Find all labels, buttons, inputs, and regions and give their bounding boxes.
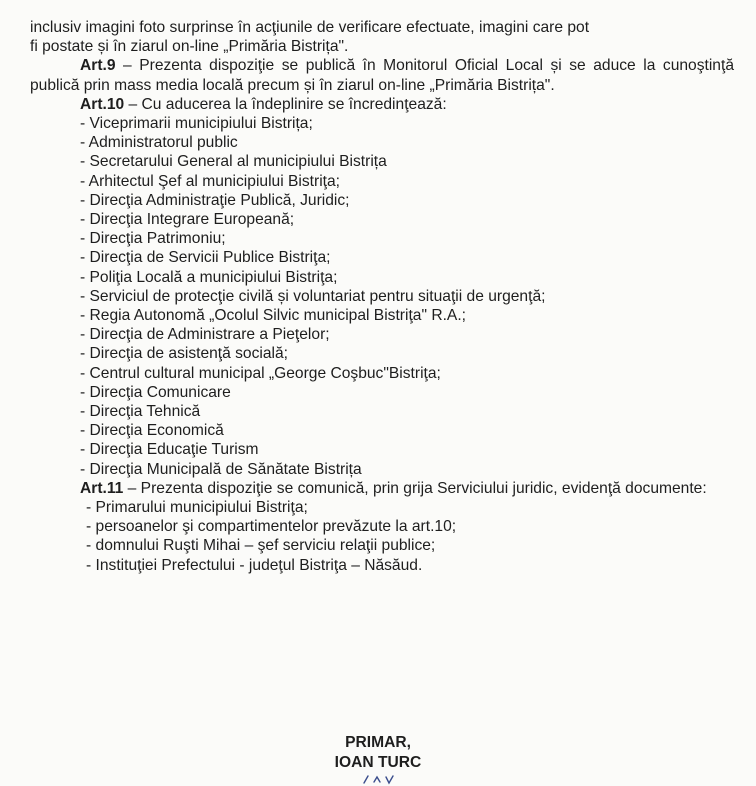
list-item: - Direcţia Tehnică [80, 403, 201, 421]
list-item: - Centrul cultural municipal „George Coşbuc"Bistriţa; [80, 364, 441, 382]
article-11 [30, 479, 734, 498]
list-item: - Direcţia Municipală de Sănătate Bistrița [80, 460, 362, 478]
article-9-label: Art.9 [80, 57, 116, 75]
article-11-text: – Prezenta dispoziţie se comunică, prin grija Serviciului juridic, evidenţă documente: [123, 479, 707, 497]
list-item: - Direcţia de Administrare a Pieţelor; [80, 326, 330, 344]
list-item: - Primarului municipiului Bistriţa; [86, 499, 308, 517]
signature-title: PRIMAR, [345, 734, 411, 751]
list-item: - Serviciul de protecţie civilă și voluntariat pentru situaţii de urgenţă; [80, 287, 546, 305]
handwritten-signature-icon [360, 772, 410, 786]
list-item: - Direcţia Educaţie Turism [80, 441, 259, 459]
article-11-list [30, 498, 734, 575]
signature-name: IOAN TURC [334, 754, 422, 771]
list-item: - Direcţia de asistenţă socială; [80, 345, 289, 363]
article-10-list [30, 114, 734, 479]
list-item: - Direcţia Administraţie Publică, Juridic; [80, 191, 350, 209]
list-item: - Poliţia Locală a municipiului Bistriţa; [80, 268, 338, 286]
article-10-text: – Cu aducerea la îndeplinire se încredinţează: [124, 95, 447, 113]
list-item: - persoanelor şi compartimentelor prevăzute la art.10; [86, 518, 457, 536]
intro-line-1: inclusiv imagini foto surprinse în acţiunile de verificare efectuate, imagini care pot [30, 19, 590, 36]
list-item: - Secretarului General al municipiului Bistrița [80, 153, 387, 171]
list-item: - Direcţia Economică [80, 422, 224, 440]
article-11-label: Art.11 [80, 479, 124, 497]
list-item: - domnului Ruşti Mihai – şef serviciu relaţii publice; [86, 537, 436, 555]
list-item: - Instituţiei Prefectului - judeţul Bistriţa – Năsăud. [86, 556, 423, 574]
list-item: - Administratorul public [80, 134, 238, 152]
list-item: - Direcţia de Servicii Publice Bistriţa; [80, 249, 331, 267]
list-item: - Arhitectul Şef al municipiului Bistriţa; [80, 172, 340, 190]
list-item: - Viceprimarii municipiului Bistrița; [80, 115, 313, 133]
intro-line-2: fi postate și în ziarul on-line „Primăria Bistrița". [30, 38, 349, 56]
list-item: - Direcţia Integrare Europeană; [80, 211, 295, 229]
article-9 [30, 56, 734, 94]
article-9-text: – Prezenta dispoziţie se publică în Monitorul Oficial Local și se aduce la cunoştinţă publică prin mass media locală precum și în ziarul on-line „Primăria Bistrița". [30, 57, 734, 94]
document-body [30, 18, 734, 575]
list-item: - Direcţia Comunicare [80, 383, 231, 401]
signature-block [0, 733, 756, 773]
list-item: - Regia Autonomă „Ocolul Silvic municipal Bistriţa" R.A.; [80, 307, 466, 325]
list-item: - Direcţia Patrimoniu; [80, 230, 226, 248]
article-10-label: Art.10 [80, 95, 125, 113]
article-10 [30, 95, 734, 114]
